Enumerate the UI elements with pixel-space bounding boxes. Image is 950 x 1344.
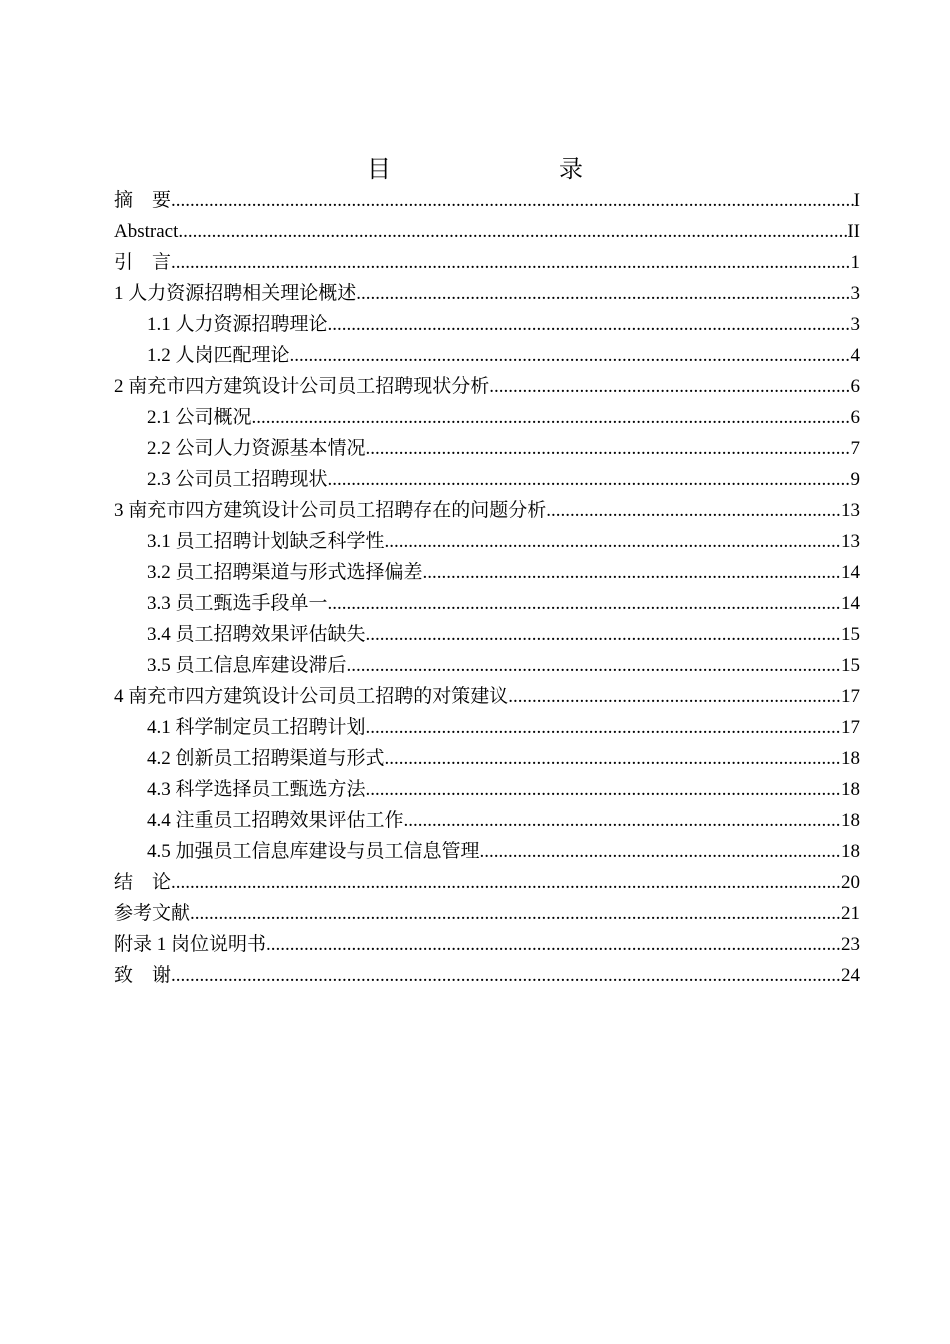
toc-entry-page-number: 18: [841, 748, 860, 769]
toc-entry-label: 3.2 员工招聘渠道与形式选择偏差: [147, 562, 423, 583]
toc-entry[interactable]: [114, 929, 860, 960]
toc-entry[interactable]: [114, 340, 860, 371]
toc-entry[interactable]: [114, 216, 860, 247]
toc-entry[interactable]: [114, 185, 860, 216]
toc-entry[interactable]: [114, 774, 860, 805]
toc-entry[interactable]: [114, 526, 860, 557]
toc-entry-page-number: 6: [850, 376, 860, 397]
toc-leader-dots: [171, 247, 850, 278]
toc-leader-dots: [385, 526, 841, 557]
toc-entry-label: 4.2 创新员工招聘渠道与形式: [147, 748, 385, 769]
toc-entry-page-number: 18: [841, 810, 860, 831]
toc-entry-page-number: I: [853, 190, 860, 211]
toc-leader-dots: [356, 278, 850, 309]
toc-entry-label: 2.2 公司人力资源基本情况: [147, 438, 366, 459]
toc-entry-label: Abstract: [114, 221, 179, 242]
toc-entry[interactable]: [114, 960, 860, 991]
toc-entry-label: 致 谢: [114, 965, 172, 986]
toc-entry-page-number: 14: [841, 593, 860, 614]
toc-title: 目 录: [367, 155, 623, 183]
toc-entry-label: 1 人力资源招聘相关理论概述: [114, 283, 357, 304]
toc-entry-label: 结 论: [114, 872, 172, 893]
toc-entry-label: 4 南充市四方建筑设计公司员工招聘的对策建议: [114, 686, 509, 707]
toc-entry[interactable]: [114, 619, 860, 650]
toc-entry-label: 摘 要: [114, 190, 172, 211]
toc-leader-dots: [366, 712, 841, 743]
toc-entry-page-number: 13: [841, 500, 860, 521]
toc-entry-label: 1.1 人力资源招聘理论: [147, 314, 328, 335]
toc-entry-page-number: 21: [841, 903, 860, 924]
toc-entry-page-number: 13: [841, 531, 860, 552]
toc-entry[interactable]: [114, 836, 860, 867]
toc-entry-page-number: 14: [841, 562, 860, 583]
toc-leader-dots: [366, 619, 841, 650]
toc-entry-page-number: 7: [850, 438, 860, 459]
toc-entry-label: 3.1 员工招聘计划缺乏科学性: [147, 531, 385, 552]
toc-entry[interactable]: [114, 278, 860, 309]
toc-entry-page-number: 9: [850, 469, 860, 490]
toc-leader-dots: [423, 557, 841, 588]
toc-entry[interactable]: [114, 464, 860, 495]
toc-entry[interactable]: [114, 371, 860, 402]
toc-entry-page-number: 18: [841, 841, 860, 862]
toc-leader-dots: [508, 681, 841, 712]
toc-entry-label: 4.5 加强员工信息库建设与员工信息管理: [147, 841, 480, 862]
toc-leader-dots: [252, 402, 851, 433]
toc-leader-dots: [328, 464, 851, 495]
toc-entry-label: 附录 1 岗位说明书: [114, 934, 267, 955]
toc-leader-dots: [171, 185, 854, 216]
toc-entry-page-number: 3: [850, 314, 860, 335]
toc-entry-label: 4.1 科学制定员工招聘计划: [147, 717, 366, 738]
toc-leader-dots: [366, 774, 841, 805]
toc-leader-dots: [171, 867, 841, 898]
toc-leader-dots: [190, 898, 841, 929]
toc-entry-label: 3.4 员工招聘效果评估缺失: [147, 624, 366, 645]
toc-entry[interactable]: [114, 898, 860, 929]
toc-entry-page-number: 18: [841, 779, 860, 800]
toc-entry-label: 2 南充市四方建筑设计公司员工招聘现状分析: [114, 376, 490, 397]
toc-entry-label: 参考文献: [114, 903, 191, 924]
toc-leader-dots: [385, 743, 841, 774]
toc-leader-dots: [480, 836, 841, 867]
toc-leader-dots: [404, 805, 841, 836]
toc-leader-dots: [266, 929, 841, 960]
toc-entry[interactable]: [114, 743, 860, 774]
toc-entry-page-number: 17: [841, 686, 860, 707]
toc-entry[interactable]: [114, 247, 860, 278]
toc-list: [114, 185, 860, 991]
toc-entry[interactable]: [114, 309, 860, 340]
toc-leader-dots: [366, 433, 851, 464]
toc-leader-dots: [171, 960, 841, 991]
toc-entry[interactable]: [114, 588, 860, 619]
toc-entry-page-number: 15: [841, 655, 860, 676]
toc-entry-page-number: 20: [841, 872, 860, 893]
toc-entry-label: 1.2 人岗匹配理论: [147, 345, 290, 366]
toc-leader-dots: [328, 309, 851, 340]
toc-entry-label: 引 言: [114, 252, 172, 273]
toc-entry-label: 3.3 员工甄选手段单一: [147, 593, 328, 614]
toc-entry-page-number: 3: [850, 283, 860, 304]
toc-leader-dots: [328, 588, 841, 619]
toc-entry-page-number: 4: [850, 345, 860, 366]
toc-leader-dots: [290, 340, 851, 371]
toc-entry-page-number: 6: [850, 407, 860, 428]
toc-entry[interactable]: [114, 867, 860, 898]
toc-entry[interactable]: [114, 495, 860, 526]
toc-entry[interactable]: [114, 650, 860, 681]
toc-entry-page-number: II: [847, 221, 860, 242]
toc-entry[interactable]: [114, 681, 860, 712]
toc-entry-label: 3 南充市四方建筑设计公司员工招聘存在的问题分析: [114, 500, 547, 521]
toc-entry[interactable]: [114, 433, 860, 464]
toc-leader-dots: [178, 216, 847, 247]
toc-entry-label: 2.3 公司员工招聘现状: [147, 469, 328, 490]
toc-leader-dots: [489, 371, 850, 402]
toc-entry-label: 4.4 注重员工招聘效果评估工作: [147, 810, 404, 831]
toc-entry-label: 3.5 员工信息库建设滞后: [147, 655, 347, 676]
toc-entry-page-number: 1: [850, 252, 860, 273]
toc-entry-label: 4.3 科学选择员工甄选方法: [147, 779, 366, 800]
toc-entry[interactable]: [114, 712, 860, 743]
toc-entry-page-number: 24: [841, 965, 860, 986]
toc-entry[interactable]: [114, 557, 860, 588]
toc-entry-page-number: 17: [841, 717, 860, 738]
toc-entry[interactable]: [114, 805, 860, 836]
toc-entry-page-number: 23: [841, 934, 860, 955]
toc-entry-page-number: 15: [841, 624, 860, 645]
toc-leader-dots: [347, 650, 841, 681]
toc-entry-label: 2.1 公司概况: [147, 407, 252, 428]
toc-leader-dots: [546, 495, 841, 526]
toc-entry[interactable]: [114, 402, 860, 433]
